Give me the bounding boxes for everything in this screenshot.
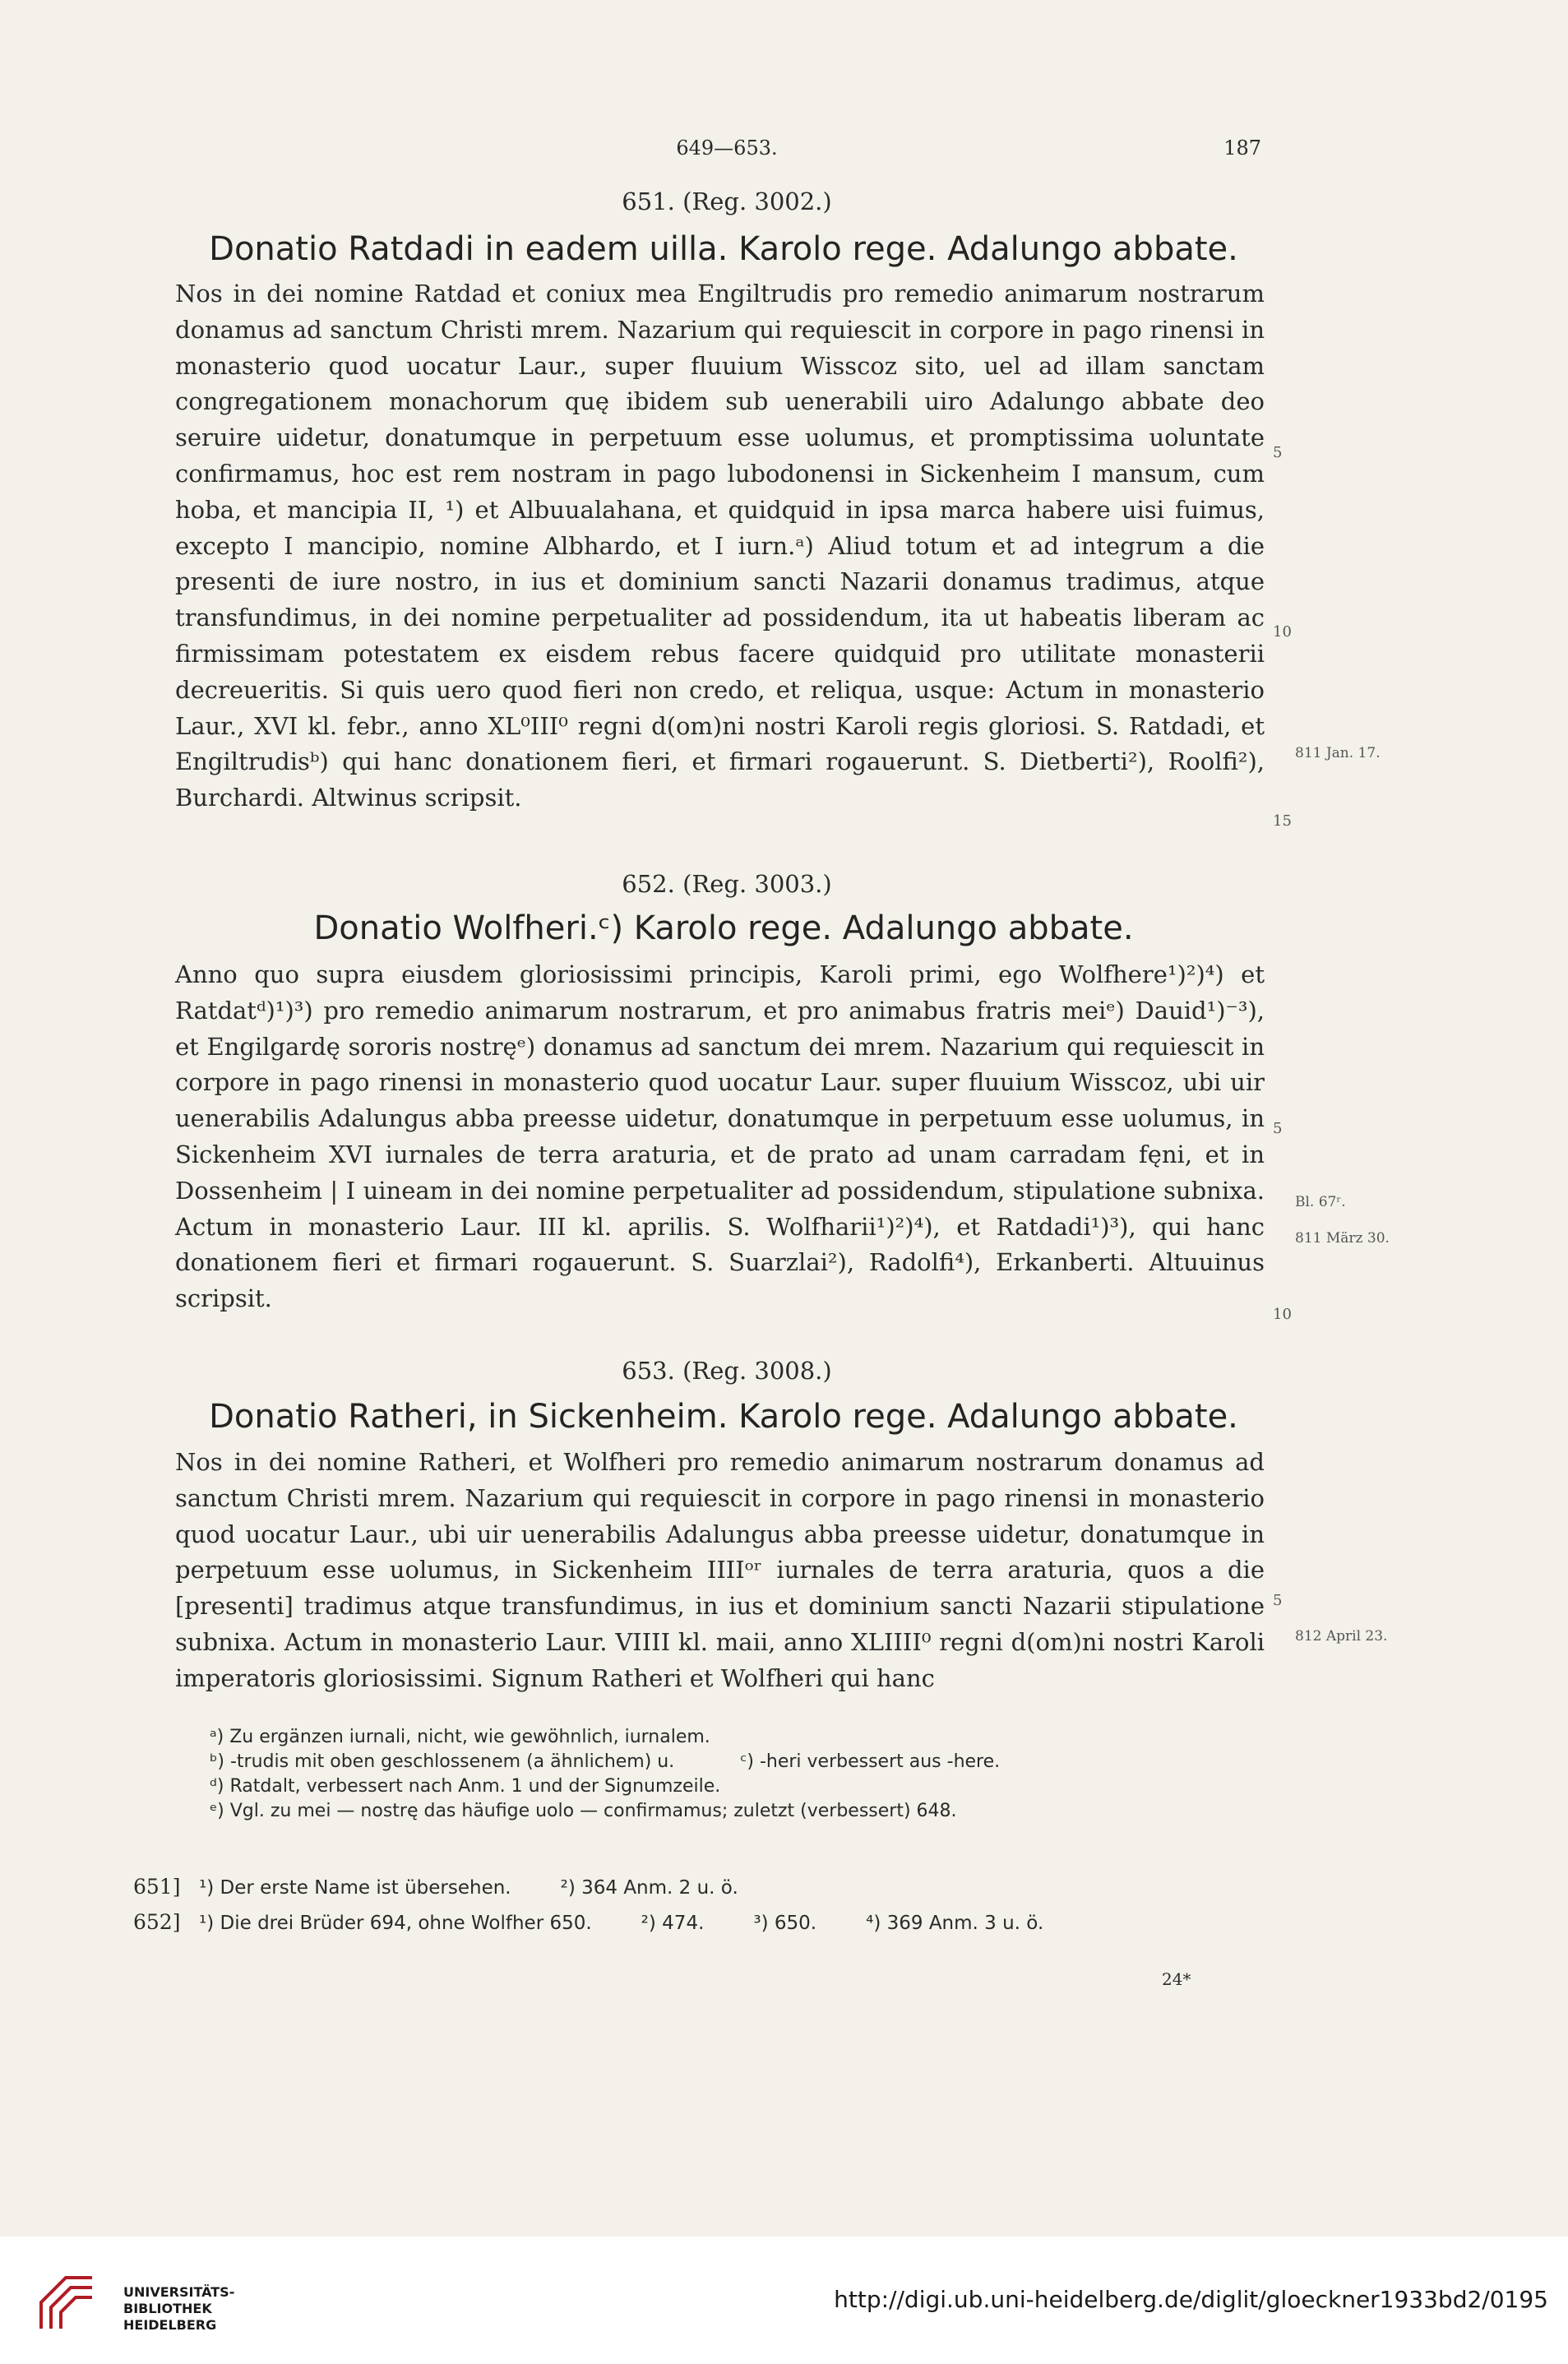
source-url-link[interactable]: http://digi.ub.uni-heidelberg.de/diglit/gloeckner1933bd2/0195 [834,2286,1548,2313]
section-653-text: Nos in dei nomine Ratheri, et Wolfheri pro remedio animarum nostrarum donamus ad sanctum Christi mrem. Nazarium qui requiescit in corpore in pago rinensi in monasterio quod uocatur Laur., ubi uir uenerabilis Adalungus abba preesse uidetur, donatumque in perpetuum esse uolumus, in Sickenheim IIIIᵒʳ iurnales de terra araturia, quos a die [presenti] tradimus atque transfundimus, in ius et dominium sancti Nazarii stipulatione subnixa. Actum in monasterio Laur. VIIII kl. maii, anno XLIIII⁰ regni d(om)ni nostri Karoli imperatoris gloriosissimi. Signum Ratheri et Wolfheri qui hanc [175,1448,1265,1692]
section-651-text: Nos in dei nomine Ratdad et coniux mea Engiltrudis pro remedio animarum nostrarum donamus ad sanctum Christi mrem. Nazarium qui requiescit in corpore in pago rinensi in monasterio quod uocatur Laur., super fluuium Wisscoz sito, uel ad illam sanctam congregationem monachorum quę ibidem sub uenerabili uiro Adalungo abbate deo seruire uidetur, donatumque in perpetuum esse uolumus, et promptissima uoluntate confirmamus, hoc est rem nostram in pago lubodonensi in Sickenheim I mansum, cum hoba, et mancipia II, ¹) et Albuualahana, et quidquid in ipsa marca habere uisi fuimus, excepto I mancipio, nomine Albhardo, et I iurn.ᵃ) Aliud totum et ad integrum a die presenti de iure nostro, in ius et dominium sancti Nazarii donamus tradimus, atque transfundimus, in dei nomine perpetualiter ad possidendum, ita ut habeatis liberam ac firmissimam potestatem ex eisdem rebus facere quidquid pro utilitate monasterii decreueritis. Si quis uero quod fieri non credo, et reliqua, usque: Actum in monasterio Laur., XVI kl. febr., anno XL⁰III⁰ regni d(om)ni nostri Karoli regis gloriosi. S. Ratdadi, et Engiltrudisᵇ) qui hanc donationem fieri, et firmari rogauerunt. S. Dietberti²), Roolfi²), Burchardi. Altwinus scripsit. [175,280,1265,812]
note-652: 652] ¹) Die drei Brüder 694, ohne Wolfher 650. ²) 474. ³) 650. ⁴) 369 Anm. 3 u. ö. [133,1910,1044,1934]
line-number: 10 [1273,623,1292,641]
library-name: UNIVERSITÄTS- BIBLIOTHEK HEIDELBERG [123,2284,235,2333]
apparatus-footnotes [210,1725,1279,1824]
margin-date: 812 April 23. [1295,1628,1388,1645]
note-651: 651] ¹) Der erste Name ist übersehen. ²) 364 Anm. 2 u. ö. [133,1875,738,1899]
section-653-title: Donatio Ratheri, in Sickenheim. Karolo rege. Adalungo abbate. [209,1398,1238,1436]
running-header [192,136,1261,169]
footnote-e: ᵉ) Vgl. zu mei — nostrę das häufige uolo — confirmamus; zuletzt (verbessert) 648. [210,1801,957,1821]
line-number: 5 [1273,1592,1283,1609]
section-652-title: Donatio Wolfheri.ᶜ) Karolo rege. Adalungo abbate. [313,909,1134,947]
footnote-d: ᵈ) Ratdalt, verbessert nach Anm. 1 und der Signumzeile. [210,1776,721,1797]
section-653-number: 653. (Reg. 3008.) [622,1357,832,1385]
page-number: 187 [1223,136,1261,160]
footnote-a: ᵃ) Zu ergänzen iurnali, nicht, wie gewöhnlich, iurnalem. [210,1727,710,1747]
signature-mark: 24* [1162,1969,1191,1989]
page-range: 649—653. [676,136,778,160]
line-number: 5 [1273,444,1283,461]
line-number: 10 [1273,1306,1292,1323]
footnote-b-c: ᵇ) -trudis mit oben geschlossenem (a ähnlichem) u. ᶜ) -heri verbessert aus -here. [210,1751,1001,1772]
section-652-text: Anno quo supra eiusdem gloriosissimi principis, Karoli primi, ego Wolfhere¹)²)⁴) et Ratdatᵈ)¹)³) pro remedio animarum nostrarum, et pro animabus fratris meiᵉ) Dauid¹)⁻³), et Engilgardę sororis nostręᵉ) donamus ad sanctum dei mrem. Nazarium qui requiescit in corpore in pago rinensi in monasterio quod uocatur Laur. super fluuium Wisscoz, ubi uir uenerabilis Adalungus abba preesse uidetur, donatumque in perpetuum esse uolumus, in Sickenheim XVI iurnales de terra araturia, et de prato ad unam carradam fęni, et in Dossenheim | I uineam in dei nomine perpetualiter ad possidendum, stipulatione subnixa. Actum in monasterio Laur. III kl. aprilis. S. Wolfharii¹)²)⁴), et Ratdadi¹)³), qui hanc donationem fieri et firmari rogauerunt. S. Suarzlai²), Radolfi⁴), Erkanberti. Altuuinus scripsit. [175,960,1265,1313]
section-651-title: Donatio Ratdadi in eadem uilla. Karolo rege. Adalungo abbate. [209,230,1238,268]
margin-date: 811 Jan. 17. [1295,745,1381,761]
library-logo-icon [33,2269,100,2337]
section-651-number: 651. (Reg. 3002.) [622,187,832,215]
margin-folio: Bl. 67ʳ. [1295,1194,1346,1210]
line-number: 5 [1273,1120,1283,1137]
margin-date: 811 März 30. [1295,1230,1390,1247]
line-number: 15 [1273,812,1292,830]
library-footer [0,2237,1568,2364]
section-652-number: 652. (Reg. 3003.) [622,870,832,898]
commentary-notes [133,1870,1284,1941]
